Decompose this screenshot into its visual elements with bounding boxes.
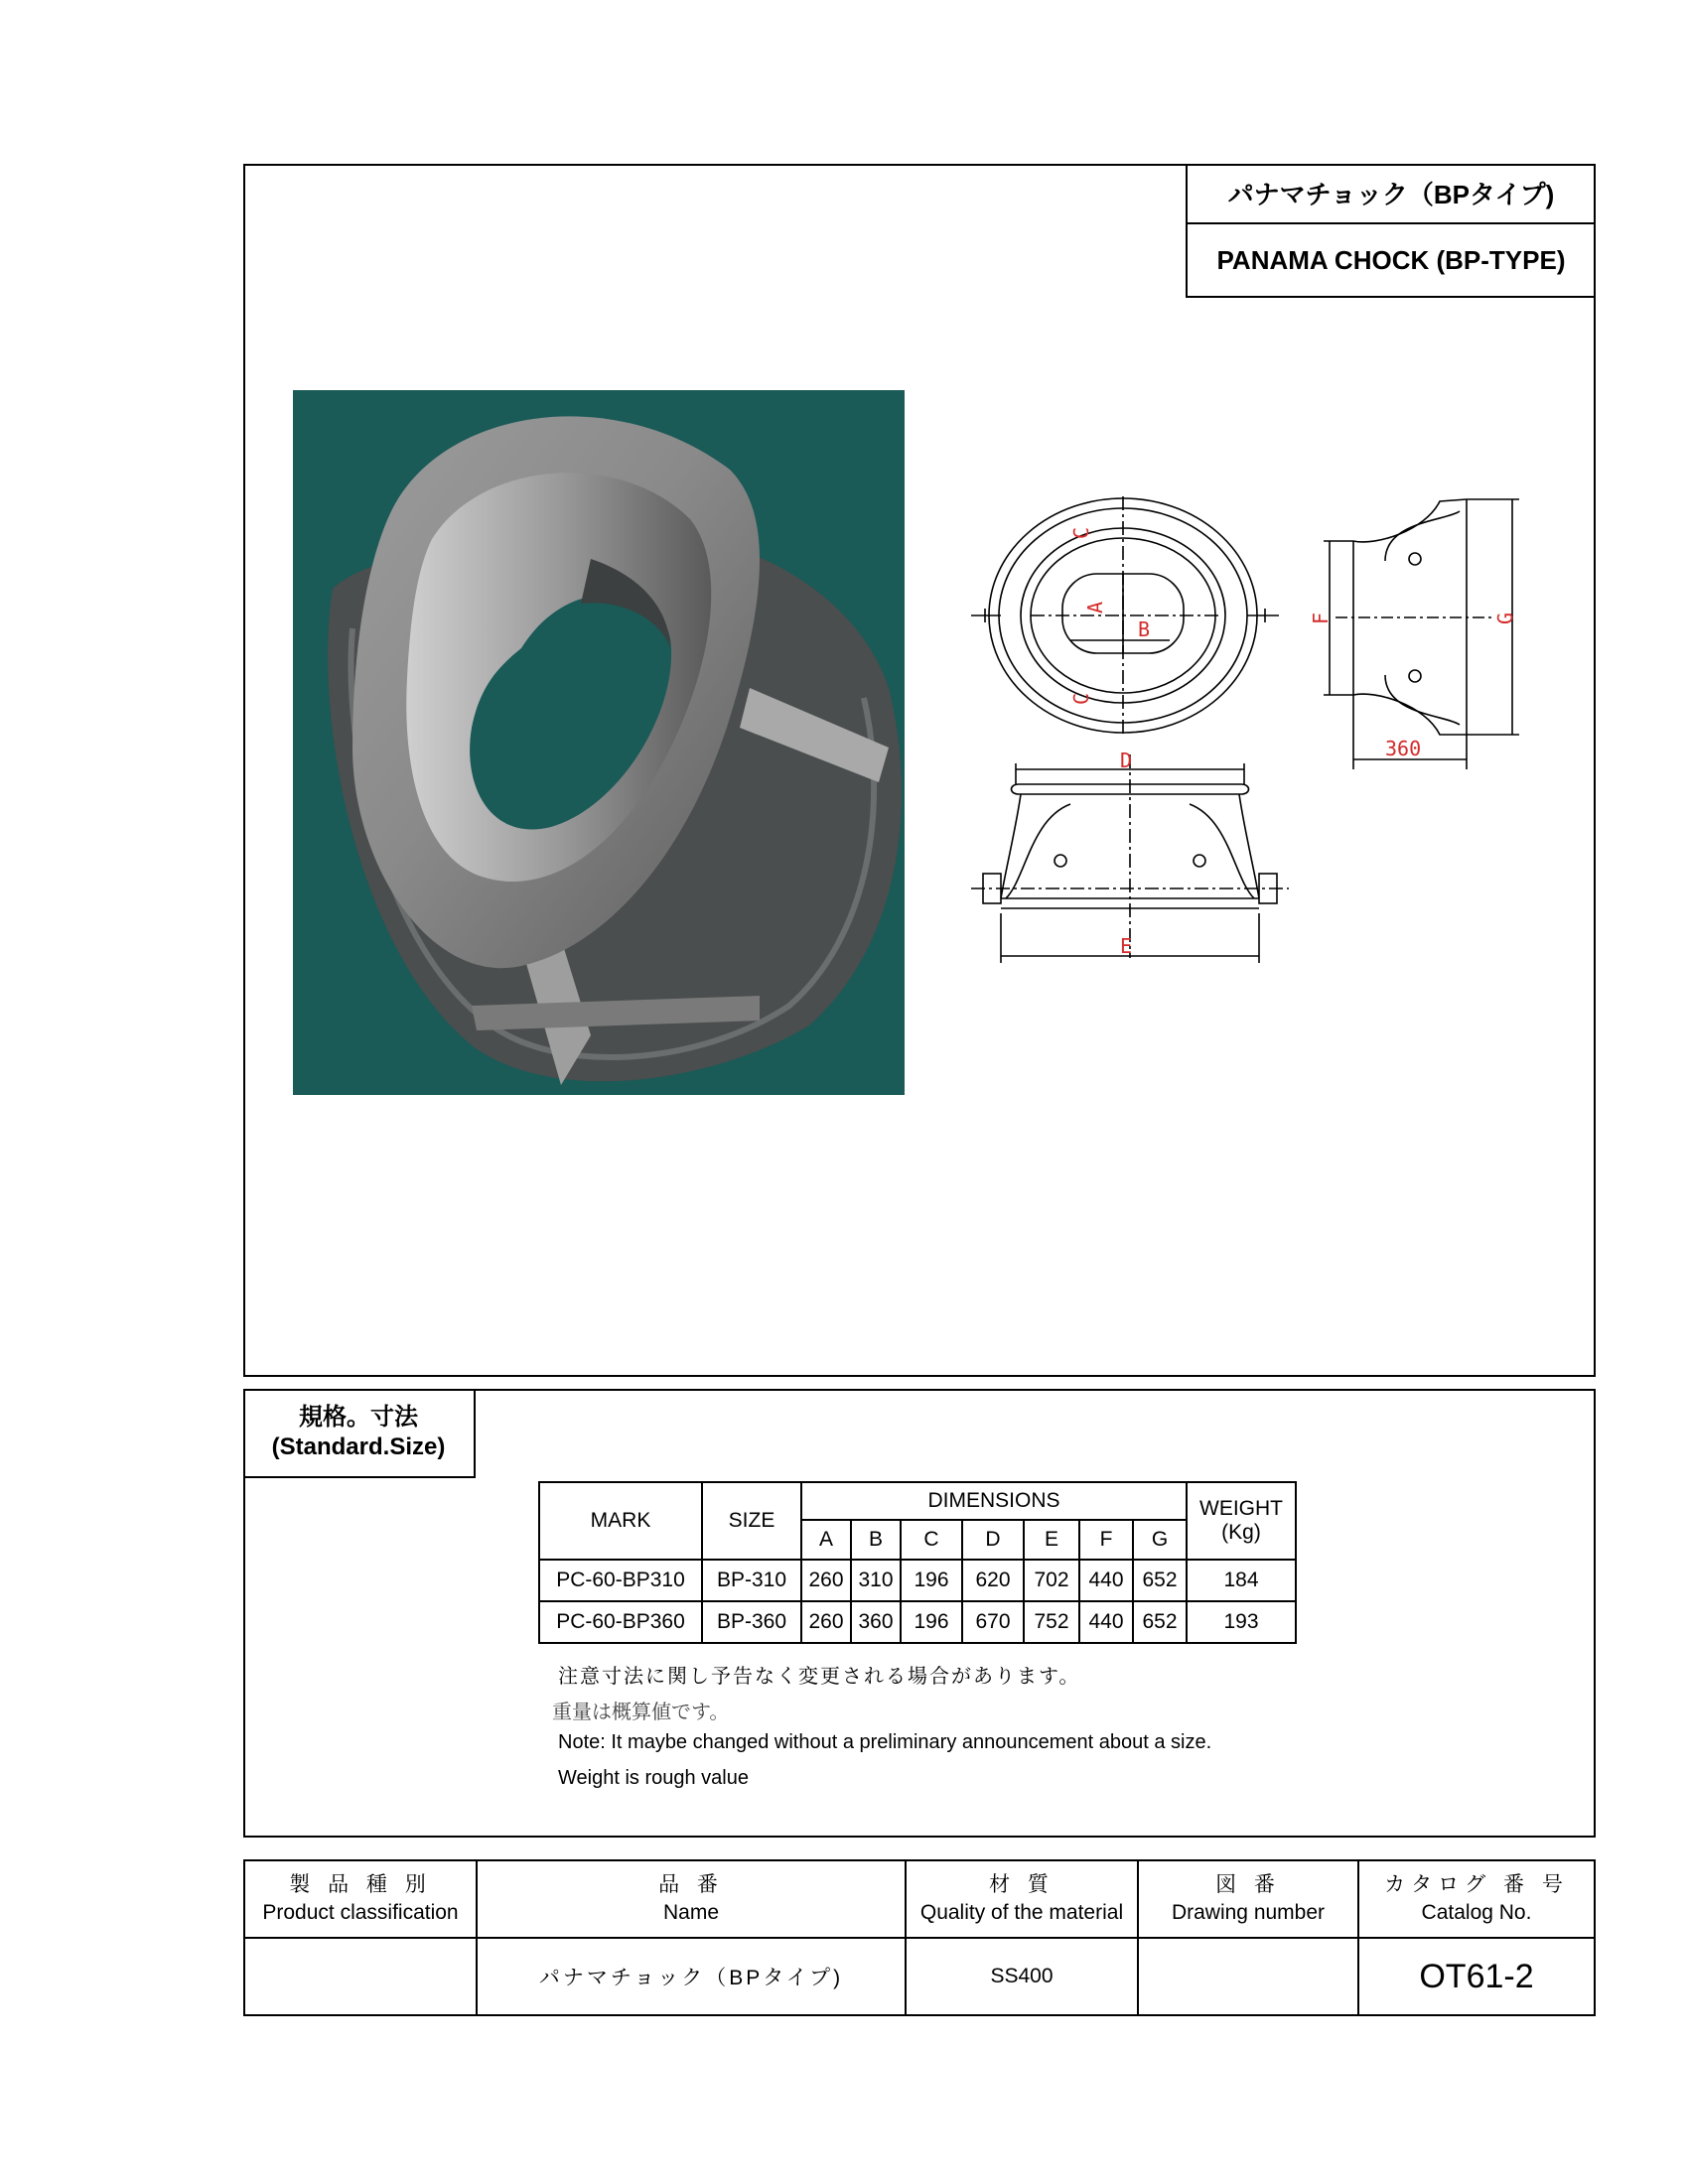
- technical-drawing-top-view: [971, 491, 1289, 745]
- footer-header-classification: 製 品 種 別 Product classification: [244, 1860, 477, 1938]
- header-dim-d: D: [962, 1520, 1024, 1560]
- row-dim-a: 260: [801, 1560, 851, 1601]
- header-dim-c: C: [901, 1520, 962, 1560]
- header-dim-b: B: [851, 1520, 901, 1560]
- header-dim-e: E: [1024, 1520, 1079, 1560]
- technical-drawing-side-view: [1296, 491, 1544, 779]
- footer-header-name: 品 番 Name: [477, 1860, 906, 1938]
- note-jp-2: 重量は概算値です。: [552, 1700, 730, 1723]
- header-size: SIZE: [702, 1482, 801, 1560]
- title-english: PANAMA CHOCK (BP-TYPE): [1216, 245, 1566, 275]
- row-dim-g: 652: [1133, 1601, 1187, 1643]
- dim-label-g: G: [1493, 612, 1517, 624]
- spec-section-title: [243, 1389, 476, 1478]
- row-dim-b: 310: [851, 1560, 901, 1601]
- row-size: BP-360: [702, 1601, 801, 1643]
- note-en-2: Weight is rough value: [558, 1767, 749, 1789]
- row-weight: 193: [1187, 1601, 1296, 1643]
- table-row: [539, 1560, 1296, 1601]
- product-render: [293, 390, 905, 1095]
- header-dim-g: G: [1133, 1520, 1187, 1560]
- header-weight-label: WEIGHT: [1199, 1497, 1283, 1520]
- row-dim-g: 652: [1133, 1560, 1187, 1601]
- header-weight-unit: (Kg): [1221, 1521, 1261, 1544]
- footer-table: [243, 1859, 1596, 2016]
- footer-catalog-no-value: OT61-2: [1358, 1938, 1595, 2015]
- footer-name-value: パナマチョック（BPタイプ): [477, 1938, 906, 2015]
- row-dim-b: 360: [851, 1601, 901, 1643]
- row-mark: PC-60-BP310: [539, 1560, 702, 1601]
- footer-classification-value: [244, 1938, 477, 2015]
- row-dim-f: 440: [1079, 1601, 1133, 1643]
- dim-label-c-bottom: C: [1069, 692, 1093, 705]
- footer-header-catalog-no: カタログ 番 号 Catalog No.: [1358, 1860, 1595, 1938]
- footer-header-drawing-number: 図 番 Drawing number: [1138, 1860, 1358, 1938]
- dim-label-a: A: [1083, 601, 1107, 614]
- row-weight: 184: [1187, 1560, 1296, 1601]
- dim-label-d: D: [1120, 750, 1133, 772]
- table-row: [539, 1601, 1296, 1643]
- dim-label-e: E: [1120, 934, 1133, 958]
- footer-header-material: 材 質 Quality of the material: [906, 1860, 1138, 1938]
- row-dim-c: 196: [901, 1560, 962, 1601]
- row-dim-e: 752: [1024, 1601, 1079, 1643]
- row-size: BP-310: [702, 1560, 801, 1601]
- row-dim-c: 196: [901, 1601, 962, 1643]
- spec-table: [538, 1481, 1297, 1644]
- header-mark: MARK: [539, 1482, 702, 1560]
- spec-title-english: (Standard.Size): [271, 1433, 446, 1460]
- dim-label-f: F: [1309, 612, 1333, 624]
- row-dim-d: 620: [962, 1560, 1024, 1601]
- row-dim-e: 702: [1024, 1560, 1079, 1601]
- row-dim-d: 670: [962, 1601, 1024, 1643]
- dim-label-360: 360: [1385, 737, 1422, 760]
- header-dim-f: F: [1079, 1520, 1133, 1560]
- title-box: [1186, 165, 1595, 298]
- note-en-1: Note: It maybe changed without a preliminary announcement about a size.: [558, 1731, 1212, 1753]
- spec-title-japanese: 規格。寸法: [299, 1404, 418, 1431]
- dim-label-b: B: [1138, 617, 1151, 641]
- footer-material-value: SS400: [906, 1938, 1138, 2015]
- note-jp-1: 注意寸法に関し予告なく変更される場合があります。: [558, 1666, 1081, 1688]
- technical-drawing-front-view: [971, 750, 1289, 978]
- header-dim-a: A: [801, 1520, 851, 1560]
- header-dimensions: DIMENSIONS: [801, 1482, 1187, 1520]
- title-japanese: パナマチョック（BPタイプ): [1188, 165, 1595, 224]
- dim-label-c-top: C: [1069, 526, 1093, 539]
- footer-drawing-number-value: [1138, 1938, 1358, 2015]
- row-mark: PC-60-BP360: [539, 1601, 702, 1643]
- row-dim-a: 260: [801, 1601, 851, 1643]
- header-weight: [1187, 1482, 1296, 1560]
- row-dim-f: 440: [1079, 1560, 1133, 1601]
